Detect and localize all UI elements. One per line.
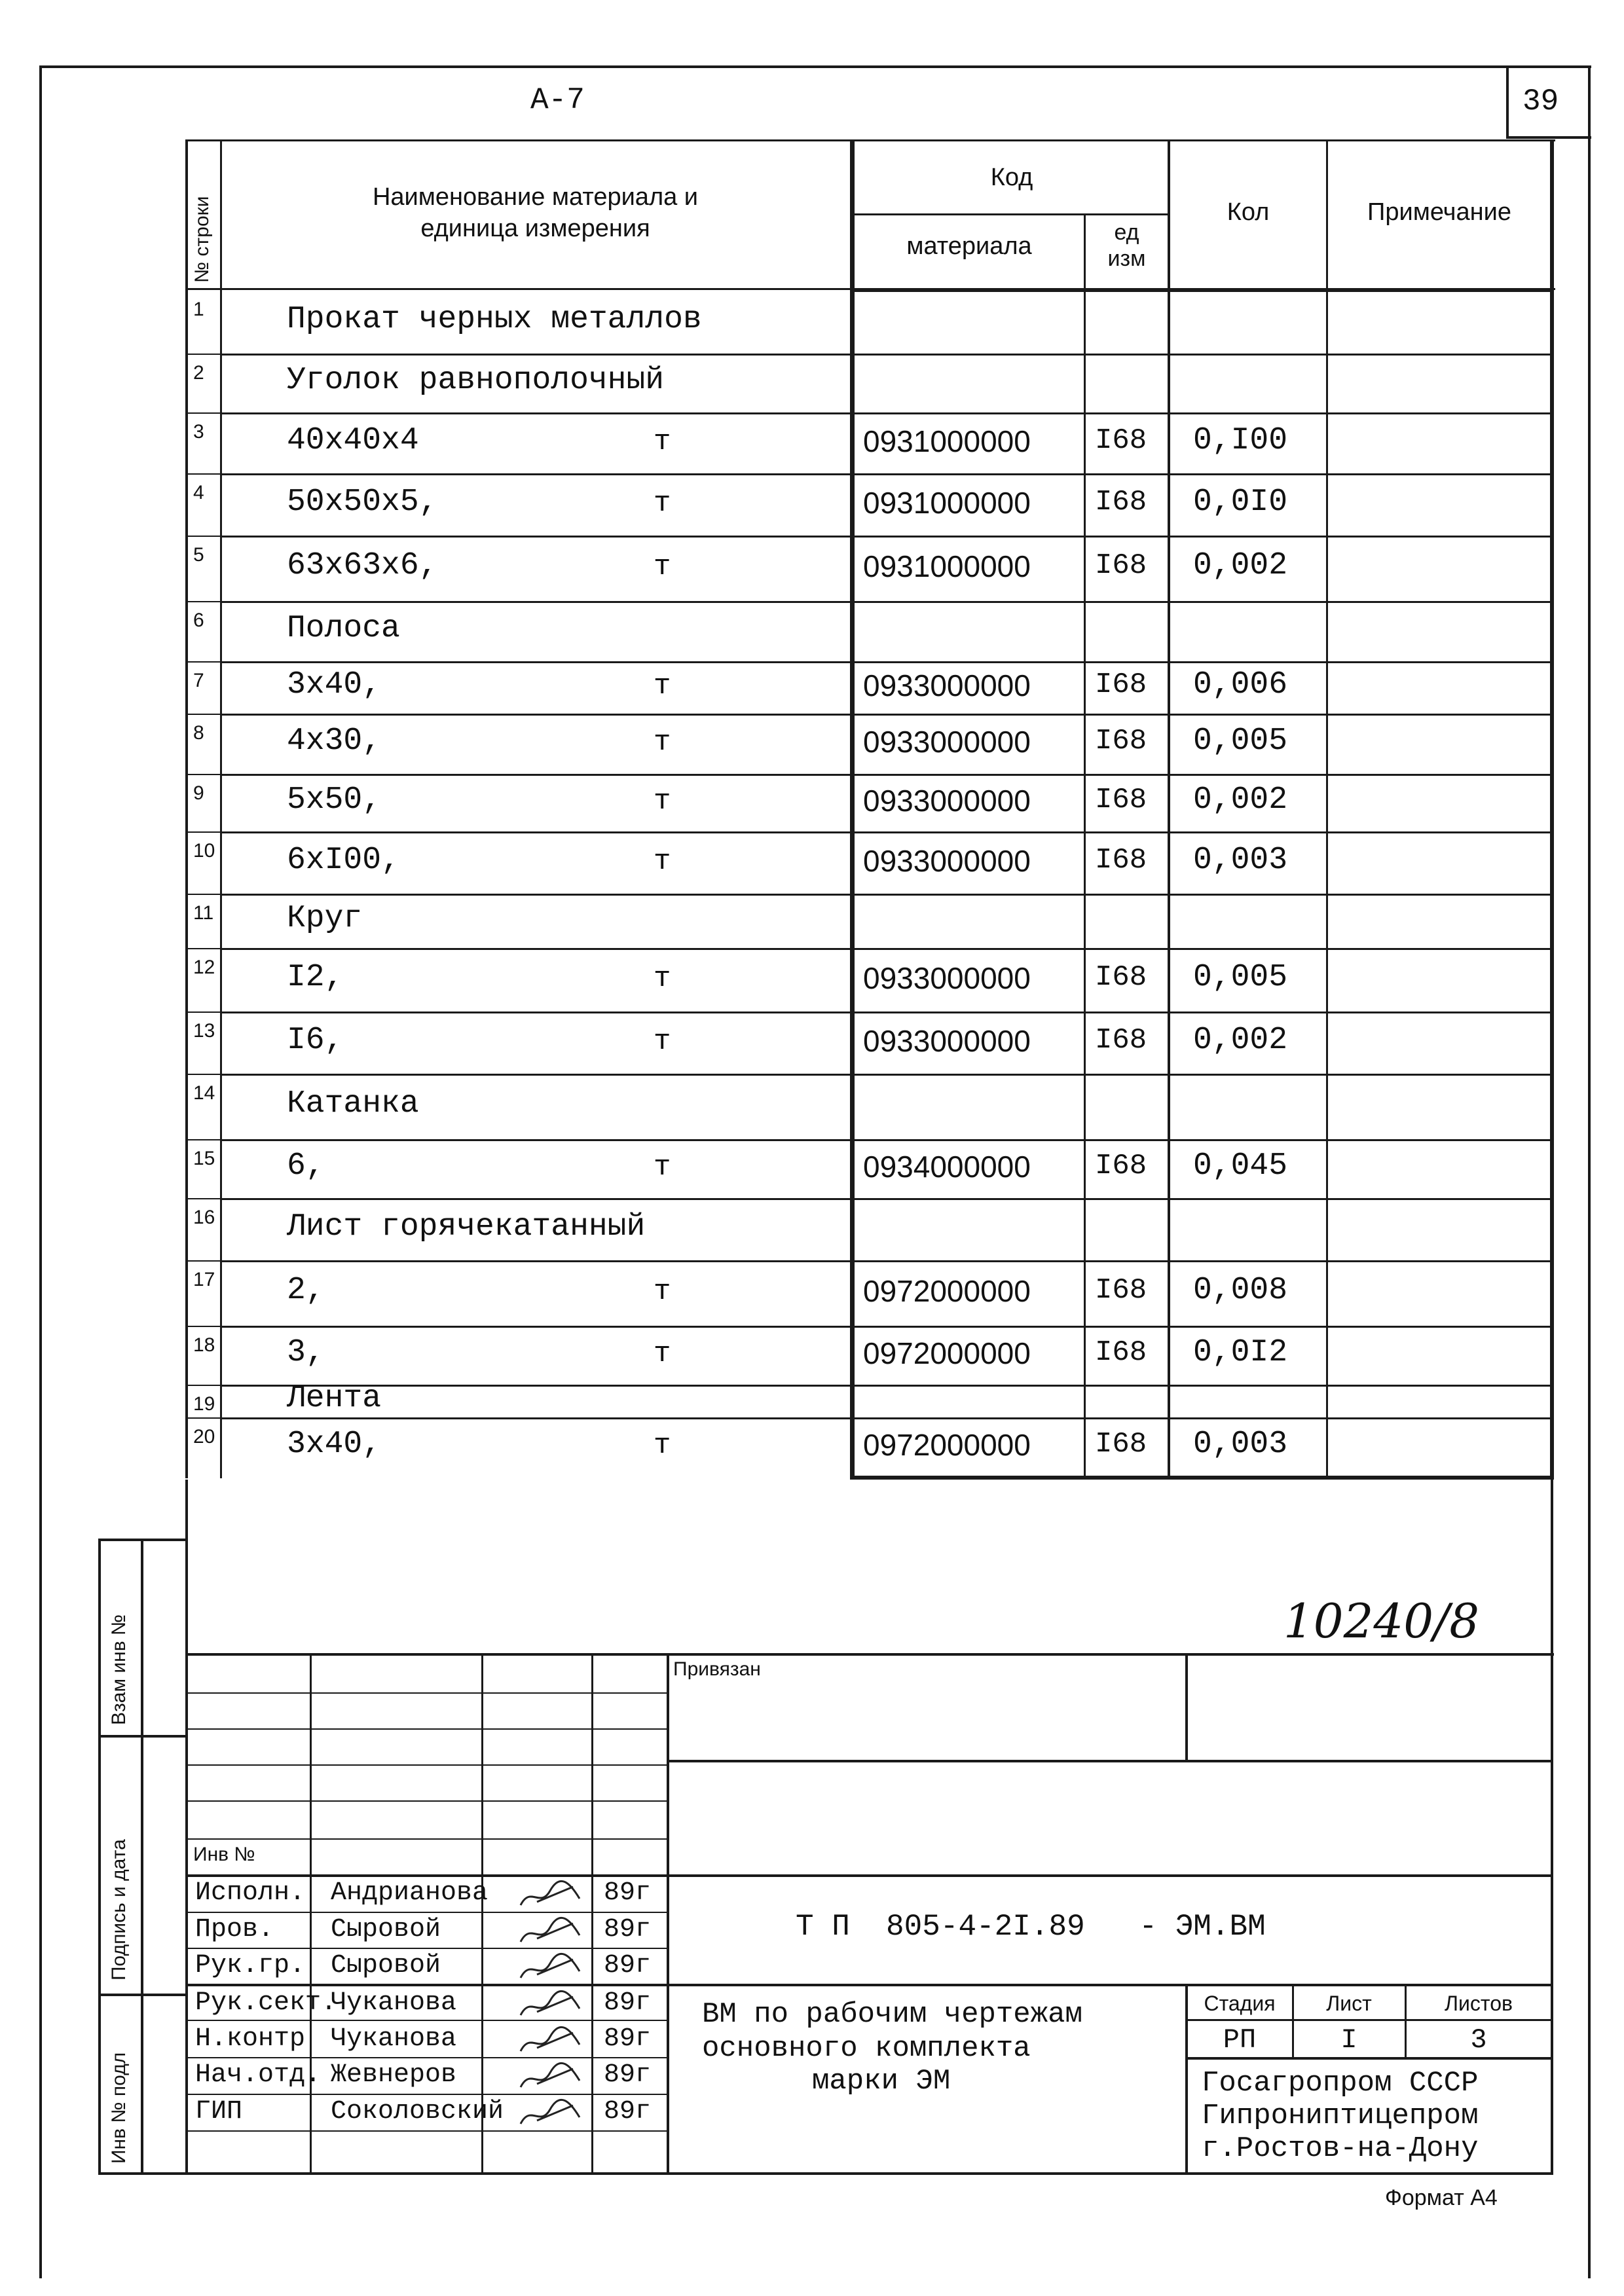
material-name: 63х63х6, xyxy=(287,548,438,583)
unit-code: I68 xyxy=(1095,784,1147,816)
row-number: 4 xyxy=(193,482,204,503)
person-name: Чуканова xyxy=(331,2024,457,2054)
material-name: Лист горячекатанный xyxy=(287,1209,646,1245)
material-name: Лента xyxy=(287,1381,382,1416)
row-number: 3 xyxy=(193,421,204,443)
material-name: I6, xyxy=(287,1022,344,1058)
role: Н.контр xyxy=(195,2024,306,2054)
date: 89г xyxy=(604,1988,652,2018)
row-number: 1 xyxy=(193,299,204,320)
material-name: 6хI00, xyxy=(287,842,400,878)
row-separator xyxy=(220,1260,1552,1262)
sheet-label: А-7 xyxy=(530,83,585,117)
row-separator xyxy=(220,1198,1552,1200)
row-separator xyxy=(220,894,1552,896)
handwritten-signature xyxy=(517,2061,589,2094)
quantity: 0,002 xyxy=(1193,1022,1288,1058)
unit-code: I68 xyxy=(1095,1428,1147,1461)
stamp-grid-h8 xyxy=(185,1948,668,1949)
person-name: Чуканова xyxy=(331,1988,457,2018)
role: Пров. xyxy=(195,1915,274,1944)
material-code: 0933000000 xyxy=(863,1023,1031,1058)
unit-code: I68 xyxy=(1095,725,1147,757)
material-name: 2, xyxy=(287,1273,325,1308)
row-separator xyxy=(220,661,1552,663)
material-name: 3х40, xyxy=(287,667,382,702)
row-separator xyxy=(220,601,1552,603)
code-col-line xyxy=(850,139,855,1478)
role: Рук.гр. xyxy=(195,1951,306,1980)
row-separator xyxy=(220,412,1552,414)
stamp-grid-h4 xyxy=(185,1800,668,1802)
stamp-vline-date xyxy=(667,1653,669,2174)
rownum-separator xyxy=(185,601,221,602)
material-code: 0972000000 xyxy=(863,1336,1031,1370)
sheet-value: I xyxy=(1340,2024,1357,2056)
handwritten-signature xyxy=(517,1989,589,2022)
quantity: 0,005 xyxy=(1193,959,1288,995)
quantity: 0,045 xyxy=(1193,1148,1288,1184)
row-separator xyxy=(220,1417,1552,1419)
material-code: 0931000000 xyxy=(863,485,1031,520)
row-separator xyxy=(220,948,1552,950)
privyazan-vline xyxy=(1185,1653,1188,1761)
rownum-separator xyxy=(185,1074,221,1075)
rownum-col-line xyxy=(220,139,222,1478)
row-separator xyxy=(220,714,1552,716)
material-name: I2, xyxy=(287,959,344,995)
unit: т xyxy=(654,1338,671,1370)
handwritten-signature xyxy=(517,1952,589,1984)
unit: т xyxy=(654,425,671,458)
row-number: 15 xyxy=(193,1148,215,1169)
org-line3: г.Ростов-на-Дону xyxy=(1202,2132,1479,2165)
person-name: Андрианова xyxy=(331,1878,489,1908)
rownum-separator xyxy=(185,661,221,663)
stamp-left xyxy=(185,1480,188,2174)
page-number: 39 xyxy=(1522,84,1559,118)
stamp-right xyxy=(1551,1480,1553,2174)
stamp-vline-sign xyxy=(591,1653,593,2174)
quantity: 0,003 xyxy=(1193,842,1288,878)
rownum-separator xyxy=(185,1011,221,1013)
format-label: Формат А4 xyxy=(1385,2185,1498,2210)
material-name: 50х50х5, xyxy=(287,484,438,520)
row-number: 6 xyxy=(193,610,204,631)
quantity: 0,003 xyxy=(1193,1427,1288,1462)
row-separator xyxy=(220,831,1552,833)
material-name: 3, xyxy=(287,1335,325,1370)
material-code: 0934000000 xyxy=(863,1150,1031,1184)
stamp-vline-role xyxy=(310,1653,312,2174)
date: 89г xyxy=(604,1951,652,1980)
unit: т xyxy=(654,1429,671,1462)
role: Нач.отд. xyxy=(195,2060,322,2090)
stamp-grid-h3 xyxy=(185,1764,668,1766)
header-code-unit-1: ед xyxy=(1114,220,1139,245)
material-code: 0972000000 xyxy=(863,1428,1031,1462)
side-strip-right xyxy=(141,1539,143,2174)
table-right-line xyxy=(1550,139,1554,1478)
rownum-separator xyxy=(185,1139,221,1140)
row-number: 19 xyxy=(193,1393,215,1415)
material-code: 0972000000 xyxy=(863,1274,1031,1308)
side-strip-top xyxy=(98,1539,186,1541)
title-line1: ВМ по рабочим чертежам xyxy=(702,1998,1082,2031)
material-code: 0933000000 xyxy=(863,843,1031,878)
date: 89г xyxy=(604,2097,652,2126)
side-strip-sep1 xyxy=(98,1735,186,1738)
material-name: 3х40, xyxy=(287,1427,382,1462)
header-name-line2: единица измерения xyxy=(420,215,650,242)
designation: Т П 805-4-2I.89 - ЭМ.ВМ xyxy=(796,1910,1266,1944)
rownum-separator xyxy=(185,1385,221,1386)
row-separator xyxy=(220,1385,1552,1387)
unit: т xyxy=(654,1151,671,1184)
unit: т xyxy=(654,726,671,759)
stamp-grid-h5 xyxy=(185,1838,668,1840)
side-label-vzam-inv: Взам инв № xyxy=(108,1614,130,1725)
person-name: Жевнеров xyxy=(331,2060,457,2090)
row-number: 20 xyxy=(193,1426,215,1448)
row-separator xyxy=(220,774,1552,776)
quantity: 0,002 xyxy=(1193,548,1288,583)
rownum-separator xyxy=(185,1198,221,1199)
stage-value: РП xyxy=(1223,2024,1257,2056)
header-code: Код xyxy=(990,164,1033,191)
stage-label: Стадия xyxy=(1204,1992,1276,2015)
rownum-separator xyxy=(185,948,221,949)
stamp-grid-h7 xyxy=(185,1912,668,1913)
person-name: Сыровой xyxy=(331,1951,441,1980)
row-separator xyxy=(220,354,1552,355)
quantity: 0,I00 xyxy=(1193,422,1288,458)
rownum-separator xyxy=(185,473,221,475)
unit: т xyxy=(654,670,671,702)
rownum-separator xyxy=(185,412,221,414)
org-line1: Госагропром СССР xyxy=(1202,2067,1479,2100)
rownum-separator xyxy=(185,536,221,537)
table-bottom-line xyxy=(850,1476,1554,1480)
rownum-separator xyxy=(185,1417,221,1419)
org-line2: Гипрониптицепром xyxy=(1202,2100,1479,2132)
stamp-bottom xyxy=(98,2172,1553,2175)
row-separator xyxy=(220,536,1552,538)
page-number-box-left xyxy=(1506,65,1509,137)
frame-left-line xyxy=(39,65,42,2278)
material-name: Полоса xyxy=(287,611,400,646)
date: 89г xyxy=(604,2024,652,2054)
material-code: 0933000000 xyxy=(863,960,1031,995)
quantity: 0,008 xyxy=(1193,1273,1288,1308)
privyazan-hline xyxy=(668,1760,1552,1762)
handwritten-number: 10240/8 xyxy=(1283,1594,1480,1649)
material-code: 0933000000 xyxy=(863,668,1031,702)
stamp-grid-h1 xyxy=(185,1692,668,1694)
material-name: Катанка xyxy=(287,1086,419,1121)
side-label-inv-podl: Инв № подл xyxy=(108,2052,130,2164)
sheets-value: 3 xyxy=(1470,2024,1487,2056)
handwritten-signature xyxy=(517,1879,589,1912)
material-code: 0931000000 xyxy=(863,424,1031,458)
row-separator xyxy=(220,1326,1552,1328)
rownum-separator xyxy=(185,1326,221,1327)
unit-code: I68 xyxy=(1095,485,1147,519)
person-name: Сыровой xyxy=(331,1915,441,1944)
unit: т xyxy=(654,785,671,818)
stamp-grid-h2 xyxy=(185,1728,668,1730)
sheets-col-label: Листов xyxy=(1445,1992,1513,2015)
material-name: 40х40х4 xyxy=(287,422,419,458)
stamp-grid-h9 xyxy=(185,1984,1553,1986)
material-name: Уголок равнополочный xyxy=(287,363,665,398)
material-code: 0931000000 xyxy=(863,549,1031,583)
side-strip-sep2 xyxy=(98,1994,186,1996)
row-number: 10 xyxy=(193,840,215,862)
unit: т xyxy=(654,845,671,878)
quantity: 0,0I0 xyxy=(1193,484,1288,520)
material-name: 5х50, xyxy=(287,782,382,818)
stamp-grid-h12 xyxy=(185,2094,668,2095)
date: 89г xyxy=(604,1915,652,1944)
rownum-separator xyxy=(185,774,221,775)
row-number: 11 xyxy=(193,902,214,924)
ed-col-line xyxy=(1084,213,1086,1478)
row-separator xyxy=(220,1139,1552,1141)
quantity: 0,005 xyxy=(1193,723,1288,759)
unit: т xyxy=(654,551,671,583)
person-name: Соколовский xyxy=(331,2097,504,2126)
page-number-box-bottom xyxy=(1506,136,1591,139)
unit: т xyxy=(654,486,671,520)
rownum-separator xyxy=(185,354,221,355)
sheet-col-label: Лист xyxy=(1326,1992,1372,2015)
side-label-podpis-data: Подпись и дата xyxy=(108,1839,130,1980)
note-col-line xyxy=(1326,139,1328,1478)
quantity: 0,0I2 xyxy=(1193,1335,1288,1370)
table-top-line xyxy=(185,139,1555,141)
material-code: 0933000000 xyxy=(863,784,1031,818)
frame-right-line xyxy=(1588,65,1591,2278)
handwritten-signature xyxy=(517,1916,589,1948)
material-name: Круг xyxy=(287,900,363,936)
stamp-top xyxy=(185,1653,1554,1656)
inv-no-label: Инв № xyxy=(193,1844,255,1865)
unit: т xyxy=(654,1275,671,1308)
quantity: 0,006 xyxy=(1193,667,1288,702)
unit-code: I68 xyxy=(1095,960,1147,994)
rownum-separator xyxy=(185,714,221,715)
stamp-grid-h11 xyxy=(185,2057,668,2058)
stamp-grid-h13 xyxy=(185,2130,668,2132)
header-code-unit-2: изм xyxy=(1107,246,1146,271)
header-row-no: № строки xyxy=(191,196,213,283)
unit: т xyxy=(654,1025,671,1058)
title-line3: марки ЭМ xyxy=(812,2065,951,2098)
quantity: 0,002 xyxy=(1193,782,1288,818)
date: 89г xyxy=(604,1878,652,1908)
unit-code: I68 xyxy=(1095,424,1147,457)
unit-code: I68 xyxy=(1095,1336,1147,1369)
unit-code: I68 xyxy=(1095,668,1147,701)
code-subheader-line xyxy=(850,213,1170,215)
unit-code: I68 xyxy=(1095,1274,1147,1307)
rownum-separator xyxy=(185,831,221,833)
row-number: 16 xyxy=(193,1207,215,1228)
stage-hline1 xyxy=(1185,2019,1552,2021)
table-left-line xyxy=(185,139,188,1478)
stage-hline2 xyxy=(1185,2057,1552,2060)
role: Рук.сект. xyxy=(195,1988,337,2018)
header-qty: Кол xyxy=(1227,198,1270,226)
frame-top-line xyxy=(39,65,1591,68)
row-number: 17 xyxy=(193,1269,215,1290)
row-number: 8 xyxy=(193,722,204,744)
header-note: Примечание xyxy=(1367,198,1511,226)
stamp-grid-h10 xyxy=(185,2020,668,2021)
row-separator xyxy=(220,1011,1552,1013)
privyazan-label: Привязан xyxy=(673,1658,761,1680)
handwritten-signature xyxy=(517,2098,589,2130)
row-number: 13 xyxy=(193,1020,215,1042)
material-code: 0933000000 xyxy=(863,725,1031,759)
role: Исполн. xyxy=(195,1878,306,1908)
title-line2: основного комплекта xyxy=(702,2032,1031,2065)
role: ГИП xyxy=(195,2097,243,2126)
unit-code: I68 xyxy=(1095,549,1147,582)
date: 89г xyxy=(604,2060,652,2090)
row-separator xyxy=(220,473,1552,475)
rownum-separator xyxy=(185,894,221,895)
stamp-grid-h6 xyxy=(185,1874,1553,1877)
row-number: 7 xyxy=(193,670,204,691)
header-name-line1: Наименование материала и xyxy=(372,183,699,211)
row-number: 2 xyxy=(193,362,204,384)
material-name: 6, xyxy=(287,1148,325,1184)
unit-code: I68 xyxy=(1095,843,1147,877)
unit-code: I68 xyxy=(1095,1023,1147,1057)
unit-code: I68 xyxy=(1095,1150,1147,1182)
row-number: 14 xyxy=(193,1082,215,1104)
thick-top-line xyxy=(850,288,1554,292)
material-name: Прокат черных металлов xyxy=(287,301,702,337)
side-strip-left xyxy=(98,1539,101,2174)
stamp-vline-name xyxy=(481,1653,483,2174)
row-separator xyxy=(220,1074,1552,1076)
header-code-material: материала xyxy=(906,232,1032,260)
row-number: 12 xyxy=(193,957,215,978)
unit: т xyxy=(654,962,671,995)
rownum-separator xyxy=(185,1260,221,1262)
row-number: 9 xyxy=(193,782,204,804)
qty-col-line xyxy=(1168,139,1170,1478)
handwritten-signature xyxy=(517,2025,589,2058)
row-number: 18 xyxy=(193,1334,215,1356)
row-number: 5 xyxy=(193,544,204,566)
material-name: 4х30, xyxy=(287,723,382,759)
